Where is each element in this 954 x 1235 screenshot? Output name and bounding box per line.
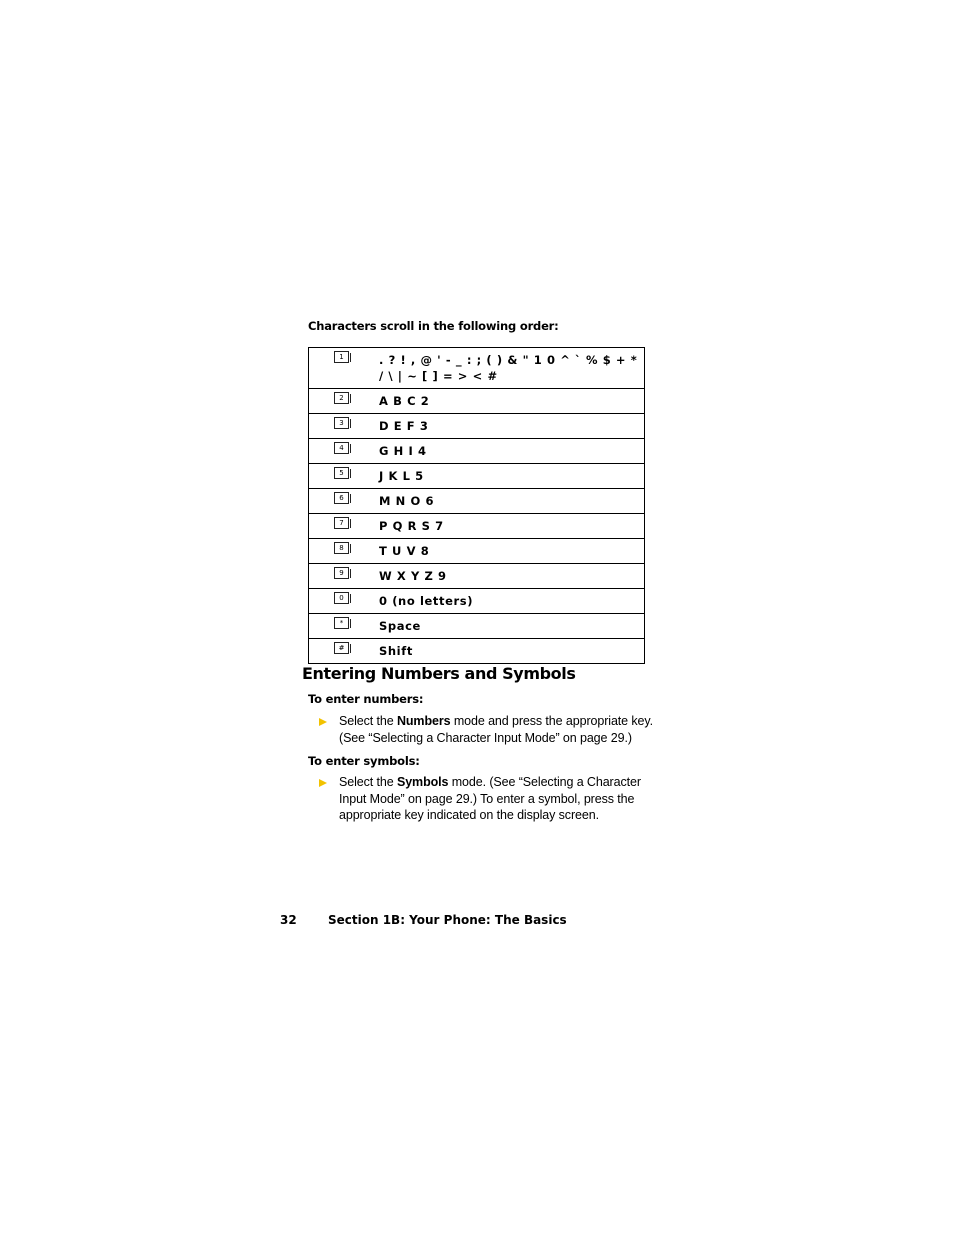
table-row <box>309 589 645 614</box>
table-row <box>309 514 645 539</box>
key-characters: G H I 4 <box>379 439 645 464</box>
table-row <box>309 348 645 389</box>
table-row <box>309 564 645 589</box>
key-3-icon: 3 <box>334 417 349 429</box>
key-icon-cell <box>309 389 380 414</box>
key-characters: J K L 5 <box>379 464 645 489</box>
table-row <box>309 489 645 514</box>
key-icon-cell <box>309 414 380 439</box>
symbols-subhead: To enter symbols: <box>308 754 420 768</box>
key-characters: D E F 3 <box>379 414 645 439</box>
key-icon-cell <box>309 589 380 614</box>
table-row <box>309 639 645 664</box>
table-row <box>309 464 645 489</box>
numbers-instruction-post: mode and press the appropriate key. (See “Selecting a Character Input Mode” on page 29.) <box>339 714 653 745</box>
table-row <box>309 414 645 439</box>
key-9-icon: 9 <box>334 567 349 579</box>
key-characters: W X Y Z 9 <box>379 564 645 589</box>
key-icon-cell <box>309 539 380 564</box>
symbols-mode-name: Symbols <box>396 775 449 789</box>
key-pound-icon: # <box>334 642 349 654</box>
table-row <box>309 389 645 414</box>
key-2-icon: 2 <box>334 392 349 404</box>
section-heading: Entering Numbers and Symbols <box>302 664 576 683</box>
key-characters: Shift <box>379 639 645 664</box>
bullet-arrow-icon <box>318 778 330 790</box>
page-number: 32 <box>280 913 297 927</box>
key-characters: 0 (no letters) <box>379 589 645 614</box>
key-icon-cell <box>309 564 380 589</box>
key-characters: M N O 6 <box>379 489 645 514</box>
key-star-icon: * <box>334 617 349 629</box>
numbers-instruction-pre: Select the <box>339 714 397 728</box>
key-0-icon: 0 <box>334 592 349 604</box>
symbols-instruction-post: mode. (See “Selecting a Character Input Mode” on page 29.) To enter a symbol, press the appropriate key indicated on the display screen. <box>339 775 641 822</box>
key-characters: P Q R S 7 <box>379 514 645 539</box>
key-icon-cell <box>309 464 380 489</box>
symbols-instruction <box>339 774 669 824</box>
table-row <box>309 439 645 464</box>
key-characters: Space <box>379 614 645 639</box>
table-row <box>309 614 645 639</box>
key-characters: . ? ! , @ ' - _ : ; ( ) & " 1 0 ^ ` % $ + * / \ | ~ [ ] = > < # <box>379 353 638 383</box>
numbers-mode-name: Numbers <box>396 714 451 728</box>
numbers-subhead: To enter numbers: <box>308 692 424 706</box>
key-characters: A B C 2 <box>379 389 645 414</box>
key-icon-cell <box>309 348 380 389</box>
key-4-icon: 4 <box>334 442 349 454</box>
key-7-icon: 7 <box>334 517 349 529</box>
key-icon-cell <box>309 439 380 464</box>
bullet-arrow-icon <box>318 717 330 729</box>
key-character-table <box>308 347 645 664</box>
key-1-icon: 1 <box>334 351 349 363</box>
table-row <box>309 539 645 564</box>
key-characters: T U V 8 <box>379 539 645 564</box>
key-5-icon: 5 <box>334 467 349 479</box>
key-icon-cell <box>309 614 380 639</box>
numbers-instruction <box>339 713 669 746</box>
key-icon-cell <box>309 514 380 539</box>
key-8-icon: 8 <box>334 542 349 554</box>
table-intro: Characters scroll in the following order: <box>308 319 559 333</box>
key-6-icon: 6 <box>334 492 349 504</box>
symbols-instruction-pre: Select the <box>339 775 397 789</box>
key-icon-cell <box>309 639 380 664</box>
key-icon-cell <box>309 489 380 514</box>
footer-section-title: Section 1B: Your Phone: The Basics <box>328 913 567 927</box>
